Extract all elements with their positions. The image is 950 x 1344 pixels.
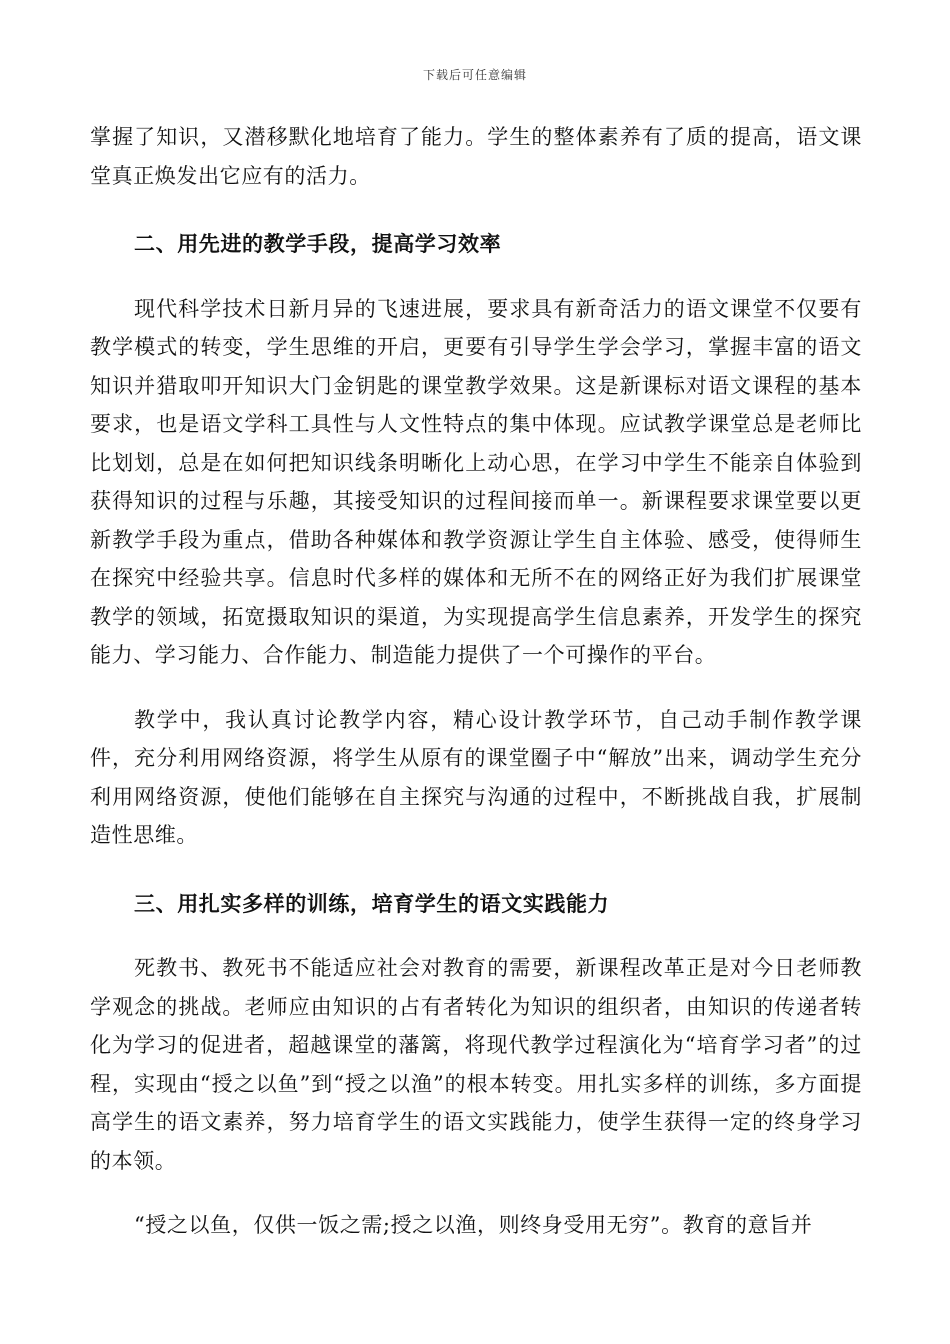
- document-body: [90, 118, 862, 1245]
- paragraph-training: 死教书、教死书不能适应社会对教育的需要，新课程改革正是对今日老师教学观念的挑战。老师应由知识的占有者转化为知识的组织者，由知识的传递者转化为学习的促进者，超越课堂的藩篱，将现代教学过程演化为“培育学习者”的过程，实现由“授之以鱼”到“授之以渔”的根本转变。用扎实多样的训练，多方面提高学生的语文素养，努力培育学生的语文实践能力，使学生获得一定的终身学习的本领。: [90, 956, 862, 1173]
- spacer: [90, 1180, 862, 1206]
- paragraph-continuation: 掌握了知识，又潜移默化地培育了能力。学生的整体素养有了质的提高，语文课堂真正焕发出它应有的活力。: [90, 125, 862, 188]
- spacer: [90, 923, 862, 949]
- spacer: [90, 264, 862, 290]
- paragraph-teaching-practice: 教学中，我认真讨论教学内容，精心设计教学环节，自己动手制作教学课件，充分利用网络资源，将学生从原有的课堂圈子中“解放”出来，调动学生充分利用网络资源，使他们能够在自主探究与沟通的过程中，不断挑战自我，扩展制造性思维。: [90, 707, 862, 847]
- spacer: [90, 675, 862, 701]
- spacer: [90, 855, 862, 885]
- section-heading-2: 二、用先进的教学手段，提高学习效率: [134, 231, 502, 256]
- paragraph-teaching-means: 现代科学技术日新月异的飞速进展，要求具有新奇活力的语文课堂不仅要有教学模式的转变，学生思维的开启，更要有引导学生学会学习，掌握丰富的语文知识并猎取叩开知识大门金钥匙的课堂教学效果。这是新课标对语文课程的基本要求，也是语文学科工具性与人文性特点的集中体现。应试教学课堂总是老师比比划划，总是在如何把知识线条明晰化上动心思，在学习中学生不能亲自体验到获得知识的过程与乐趣，其接受知识的过程间接而单一。新课程要求课堂要以更新教学手段为重点，借助各种媒体和教学资源让学生自主体验、感受，使得师生在探究中经验共享。信息时代多样的媒体和无所不在的网络正好为我们扩展课堂教学的领域，拓宽摄取知识的渠道，为实现提高学生信息素养，开发学生的探究能力、学习能力、合作能力、制造能力提供了一个可操作的平台。: [90, 296, 862, 667]
- page-header: 下载后可任意编辑: [422, 68, 527, 82]
- spacer: [90, 195, 862, 225]
- section-heading-3: 三、用扎实多样的训练，培育学生的语文实践能力: [134, 890, 610, 916]
- paragraph-quote: “授之以鱼，仅供一饭之需;授之以渔，则终身受用无穷”。教育的意旨并: [134, 1213, 813, 1237]
